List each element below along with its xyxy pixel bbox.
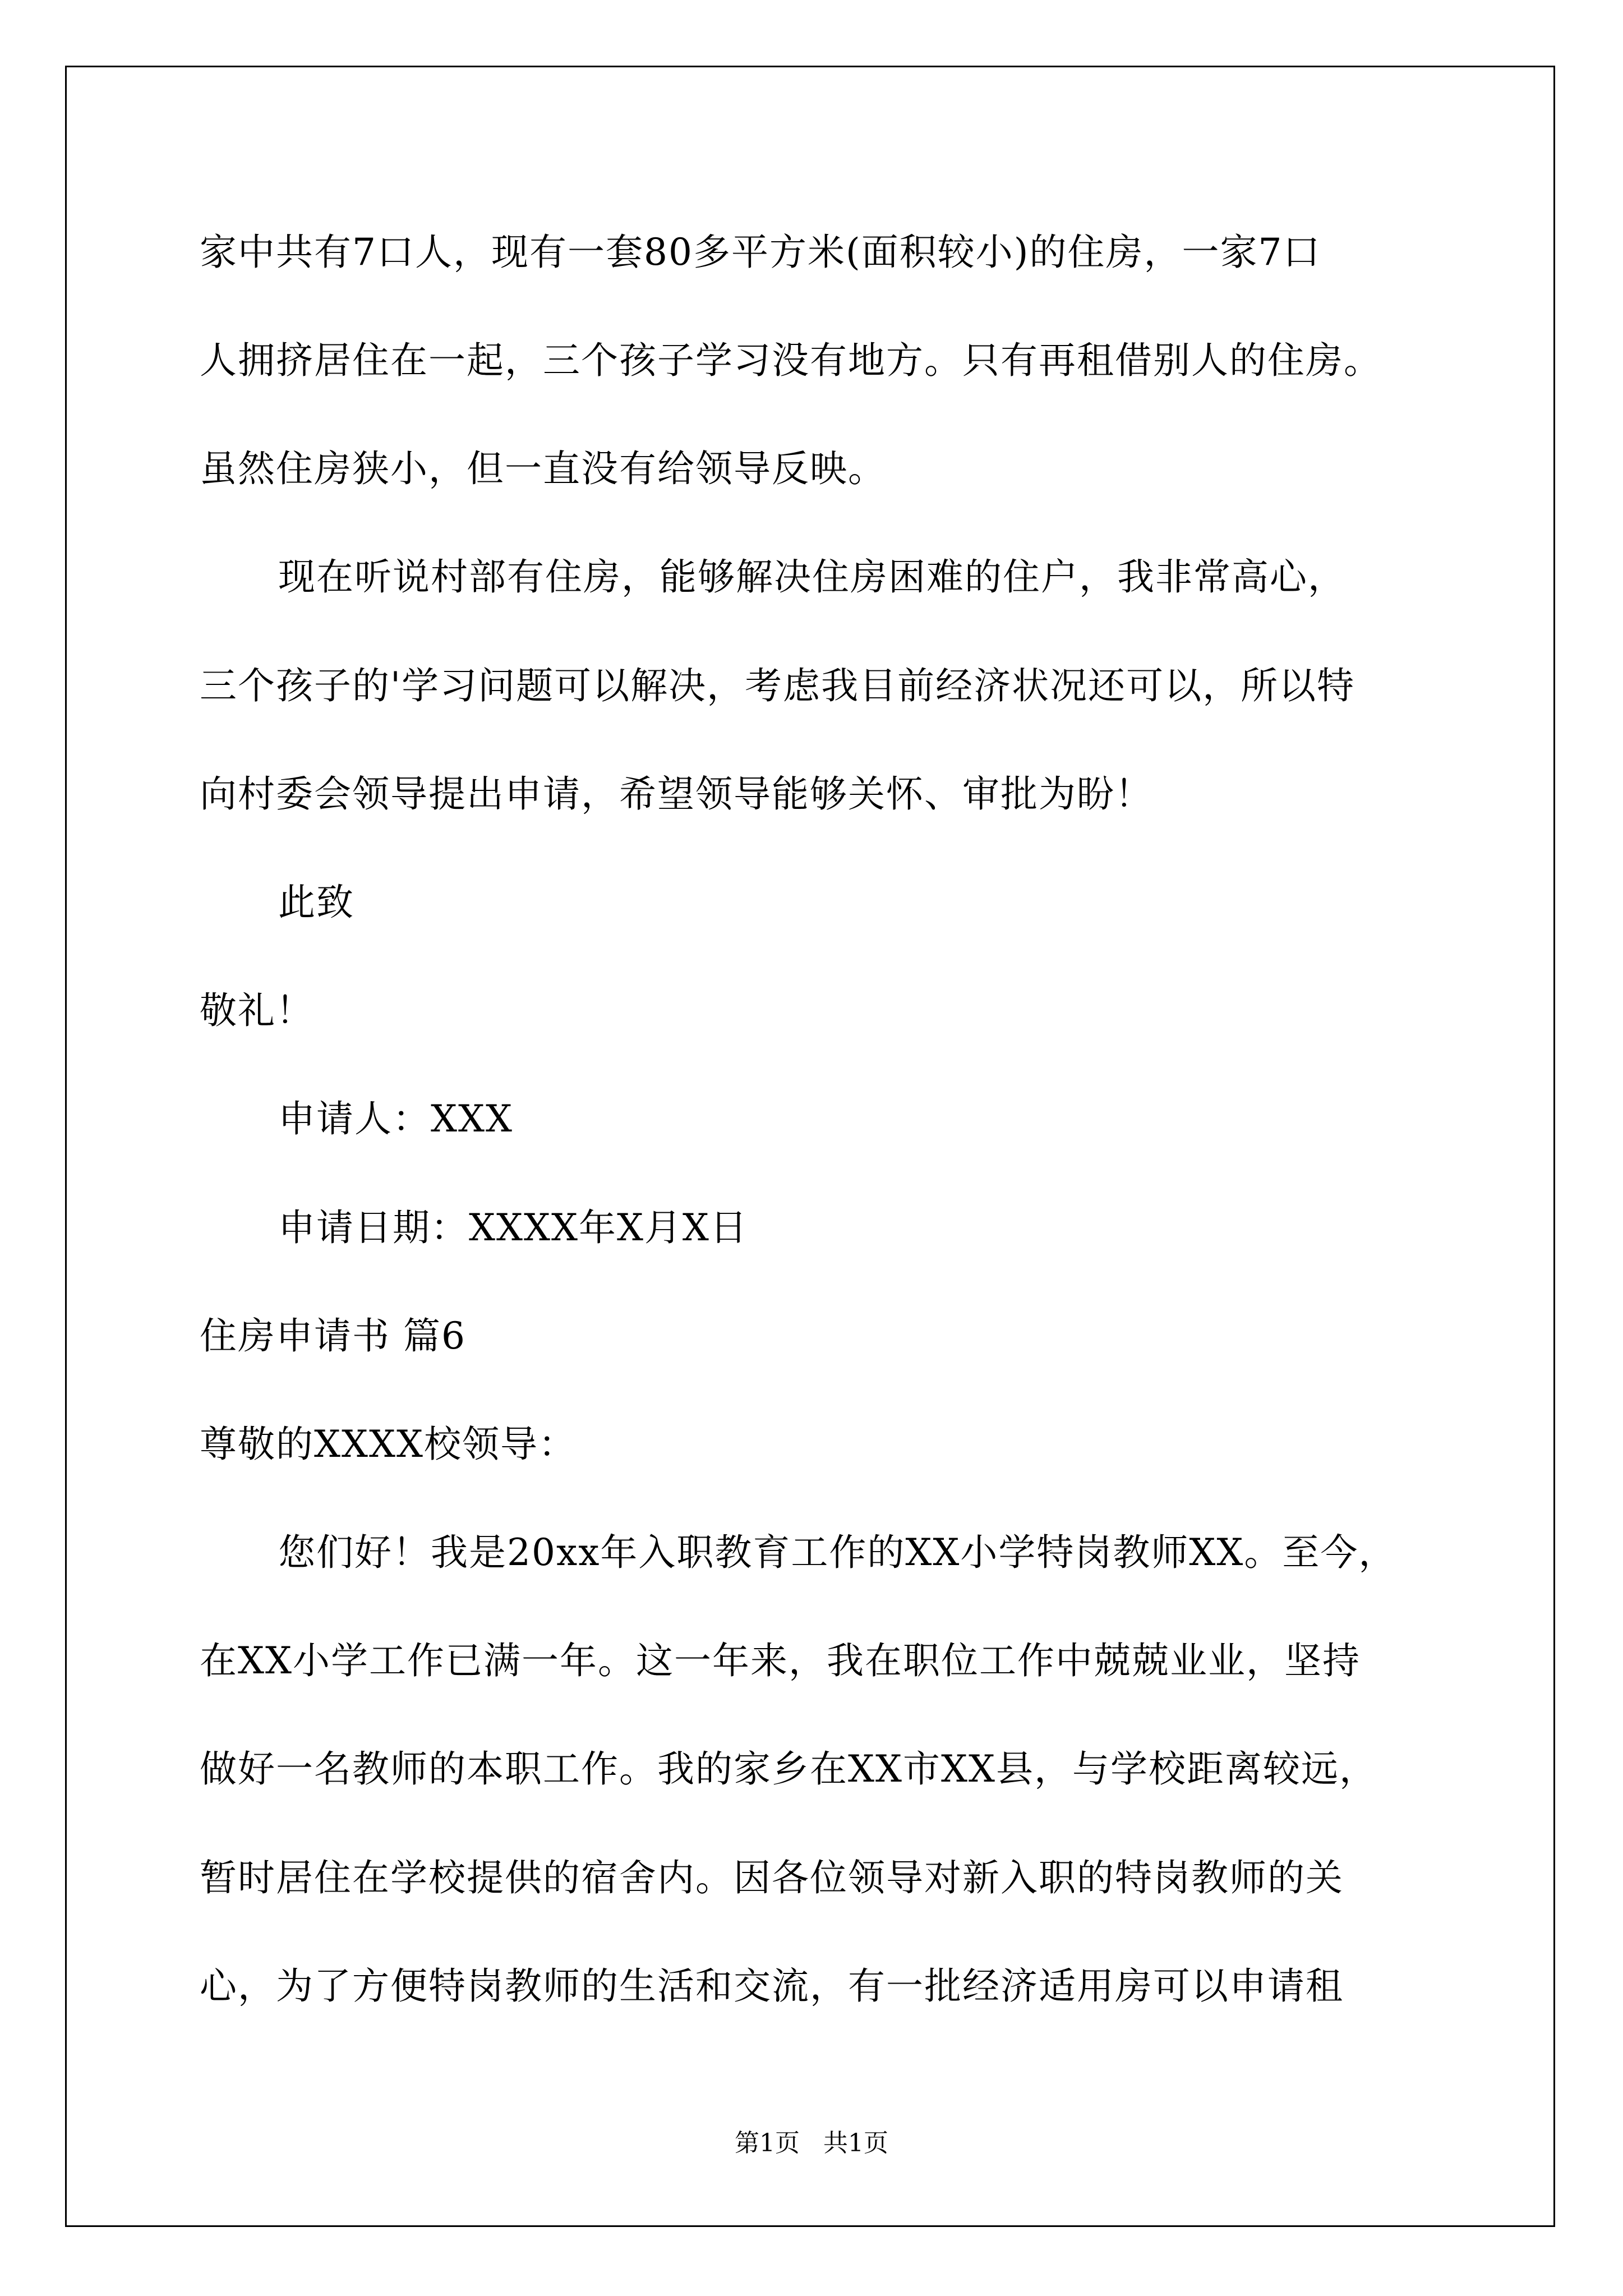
paragraph-line-4: 现在听说村部有住房，能够解决住房困难的住户，我非常高心， bbox=[278, 555, 1346, 599]
body-line-2: 人拥挤居住在一起，三个孩子学习没有地方。只有再租借别人的住房。 bbox=[200, 339, 1382, 382]
closing-salutation: 此致 bbox=[278, 881, 354, 924]
body-line-3: 虽然住房狭小，但一直没有给领导反映。 bbox=[200, 447, 886, 490]
body-line-5: 三个孩子的'学习问题可以解决，考虑我目前经济状况还可以，所以特 bbox=[200, 664, 1355, 707]
body-line-15: 做好一名教师的本职工作。我的家乡在XX市XX县，与学校距离较远， bbox=[200, 1747, 1377, 1791]
body-line-6: 向村委会领导提出申请，希望领导能够关怀、审批为盼！ bbox=[200, 772, 1153, 816]
body-line-14: 在XX小学工作已满一年。这一年来，我在职位工作中兢兢业业，坚持 bbox=[200, 1639, 1361, 1682]
applicant-line: 申请人：XXX bbox=[278, 1097, 513, 1140]
section-heading: 住房申请书 篇6 bbox=[200, 1314, 466, 1358]
body-line-16: 暂时居住在学校提供的宿舍内。因各位领导对新入职的特岗教师的关 bbox=[200, 1856, 1344, 1899]
page-border bbox=[65, 66, 1555, 2227]
body-line-1: 家中共有7口人，现有一套80多平方米(面积较小)的住房，一家7口 bbox=[200, 231, 1321, 274]
letter-greeting: 尊敬的XXXX校领导： bbox=[200, 1423, 577, 1466]
body-line-13: 您们好！我是20xx年入职教育工作的XX小学特岗教师XX。至今， bbox=[278, 1531, 1397, 1574]
body-line-17: 心，为了方便特岗教师的生活和交流，有一批经济适用房可以申请租 bbox=[200, 1964, 1344, 2008]
application-date-line: 申请日期：XXXX年X月X日 bbox=[278, 1206, 748, 1249]
closing-regards: 敬礼！ bbox=[200, 989, 314, 1032]
page-footer: 第1页 共1页 bbox=[735, 2129, 888, 2157]
